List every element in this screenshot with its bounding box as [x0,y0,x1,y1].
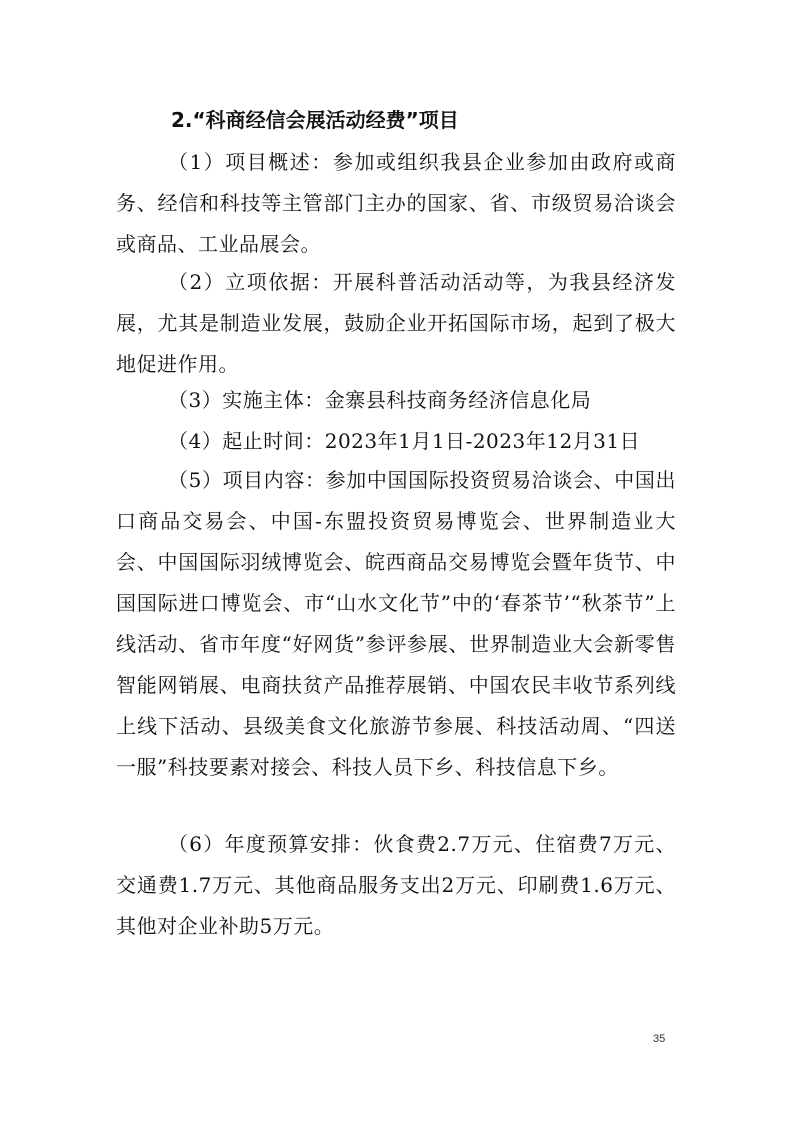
paragraph-project-overview: （1）项目概述：参加或组织我县企业参加由政府或商务、经信和科技等主管部门主办的国家、省、市级贸易洽谈会或商品、工业品展会。 [116,150,676,256]
paragraph-project-content: （5）项目内容：参加中国国际投资贸易洽谈会、中国出口商品交易会、中国-东盟投资贸易博览会、世界制造业大会、中国国际羽绒博览会、皖西商品交易博览会暨年货节、中国国际进口博览会、市“山水文化节”中的‘春茶节’“秋茶节”上线活动、省市年度“好网货”参评参展、世界制造业大会新零售智能网销展、电商扶贫产品推荐展销、中国农民丰收节系列线上线下活动、县级美食文化旅游节参展、科技活动周、“四送一服”科技要素对接会、科技人员下乡、科技信息下乡。 [116,468,676,779]
paragraph-implementing-body: （3）实施主体：金寨县科技商务经济信息化局 [168,388,592,412]
paragraph-time-period: （4）起止时间：2023年1月1日-2023年12月31日 [168,429,641,453]
section-heading: 2.“科商经信会展活动经费”项目 [171,108,459,132]
paragraph-basis: （2）立项依据：开展科普活动活动等，为我县经济发展，尤其是制造业发展，鼓励企业开拓国际市场，起到了极大地促进作用。 [116,270,676,376]
page-number: 35 [653,1033,666,1045]
paragraph-budget: （6）年度预算安排：伙食费2.7万元、住宿费7万元、交通费1.7万元、其他商品服务支出2万元、印刷费1.6万元、其他对企业补助5万元。 [116,832,676,938]
